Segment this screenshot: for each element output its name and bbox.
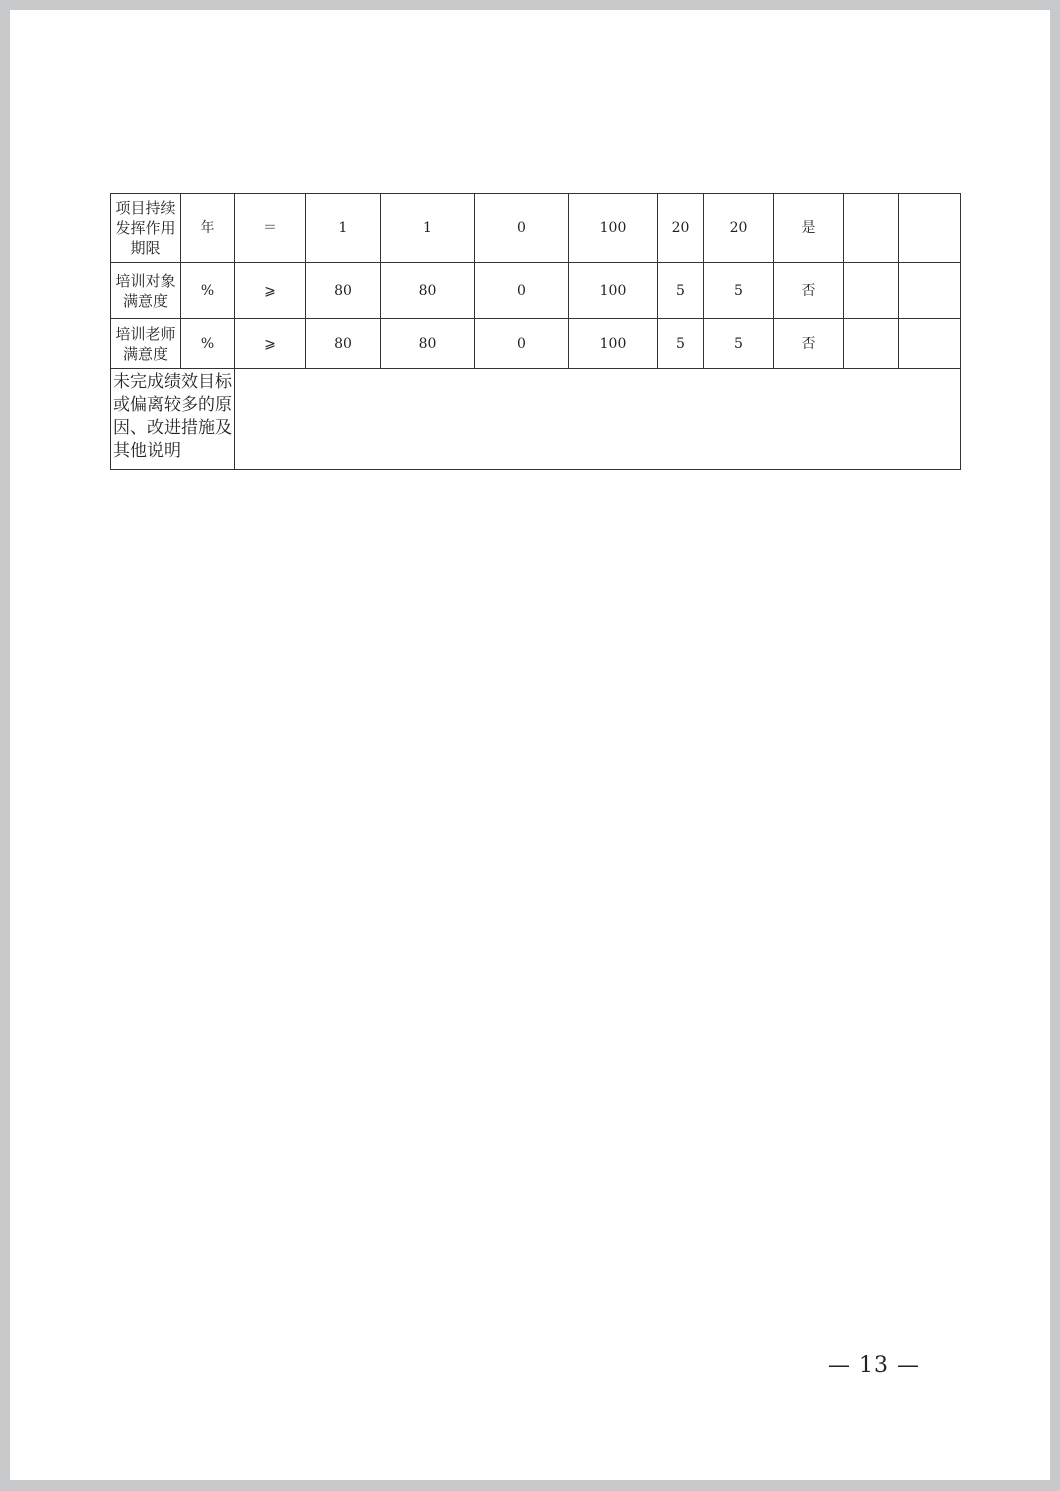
table-row <box>111 194 961 263</box>
document-page <box>10 10 1050 1480</box>
value-cell: 100 <box>569 263 658 319</box>
note-content-cell <box>235 369 961 470</box>
note-label-cell: 未完成绩效目标或偏离较多的原因、改进措施及其他说明 <box>111 369 235 470</box>
weight-cell: 5 <box>658 319 704 369</box>
empty-cell <box>844 194 899 263</box>
flag-cell: 是 <box>774 194 844 263</box>
operator-cell: ＝ <box>235 194 306 263</box>
empty-cell <box>844 263 899 319</box>
table-row <box>111 319 961 369</box>
target-value-cell: 1 <box>306 194 381 263</box>
value-cell: 0 <box>475 319 569 369</box>
value-cell: 100 <box>569 319 658 369</box>
weight-cell: 20 <box>658 194 704 263</box>
indicator-name-cell: 培训老师满意度 <box>111 319 181 369</box>
actual-value-cell: 80 <box>381 319 475 369</box>
target-value-cell: 80 <box>306 263 381 319</box>
value-cell: 0 <box>475 263 569 319</box>
score-cell: 5 <box>704 319 774 369</box>
table-row <box>111 369 961 470</box>
score-cell: 20 <box>704 194 774 263</box>
performance-table <box>110 193 961 470</box>
unit-cell: % <box>181 263 235 319</box>
indicator-name-cell: 项目持续发挥作用期限 <box>111 194 181 263</box>
empty-cell <box>899 263 961 319</box>
empty-cell <box>899 319 961 369</box>
empty-cell <box>899 194 961 263</box>
operator-cell: ⩾ <box>235 319 306 369</box>
actual-value-cell: 1 <box>381 194 475 263</box>
actual-value-cell: 80 <box>381 263 475 319</box>
unit-cell: % <box>181 319 235 369</box>
unit-cell: 年 <box>181 194 235 263</box>
operator-cell: ⩾ <box>235 263 306 319</box>
score-cell: 5 <box>704 263 774 319</box>
weight-cell: 5 <box>658 263 704 319</box>
value-cell: 0 <box>475 194 569 263</box>
empty-cell <box>844 319 899 369</box>
flag-cell: 否 <box>774 263 844 319</box>
flag-cell: 否 <box>774 319 844 369</box>
indicator-name-cell: 培训对象满意度 <box>111 263 181 319</box>
page-number: — 13 — <box>828 1353 920 1378</box>
value-cell: 100 <box>569 194 658 263</box>
table-row <box>111 263 961 319</box>
target-value-cell: 80 <box>306 319 381 369</box>
